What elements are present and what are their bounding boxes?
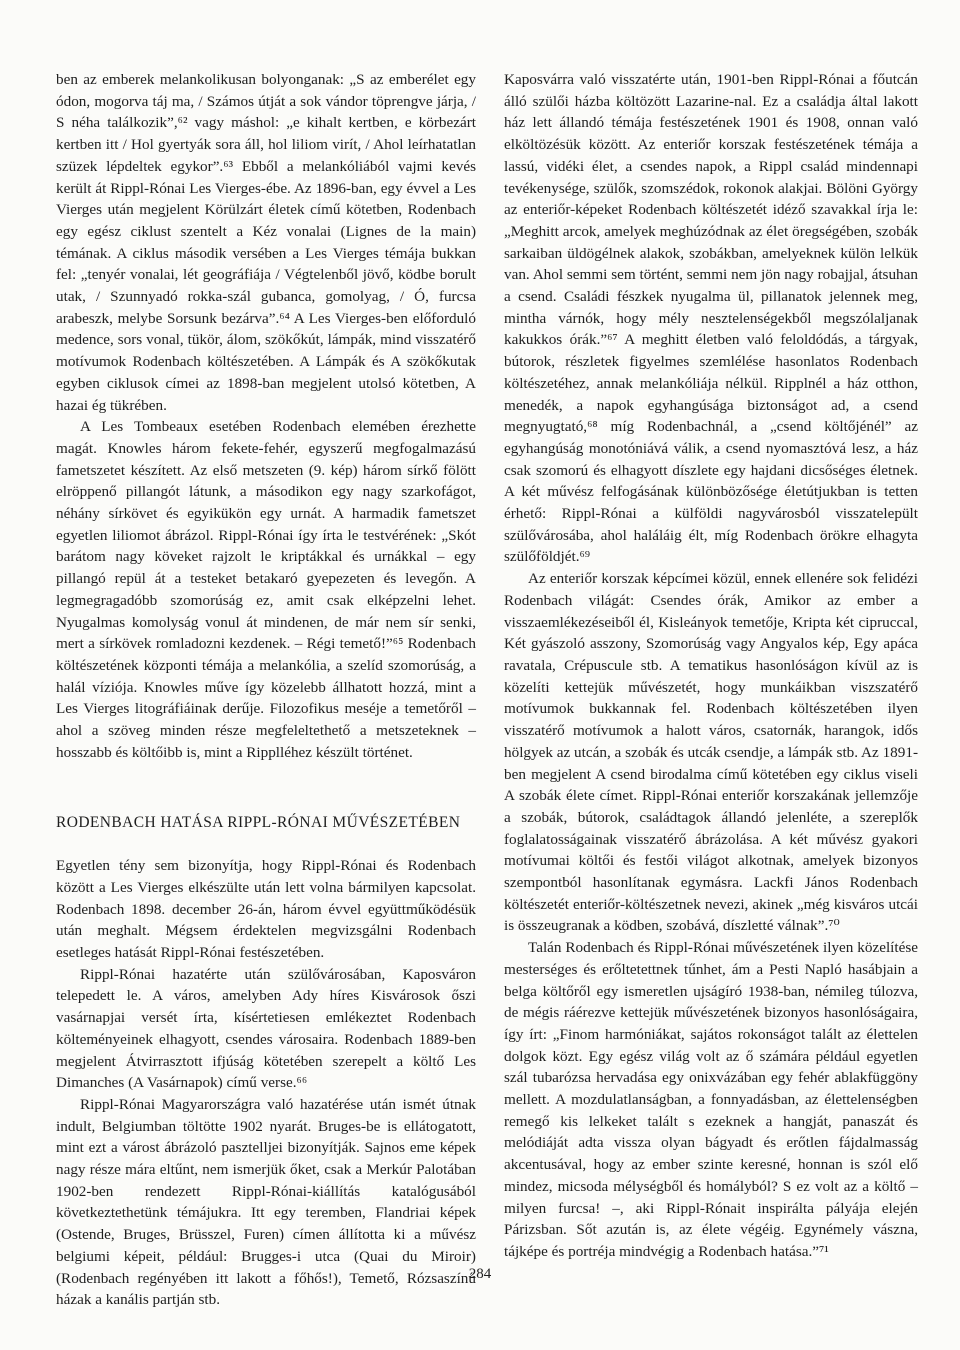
paragraph: Kaposvárra való visszatérte után, 1901-ben Rippl-Rónai a főutcán álló szülői házba költözött Lazarine-nal. Ez a családja által lakott ház lett állandó témája festészetének 1901 és 1908, onnan való elköltözésük között. Az enteriőr korszak festészetének témája a lassú, vidéki élet, a csendes napok, a Rippl család mindennapi tevékenysége, szülők, szomszédok, rokonok alakjai. Bölöni György az enteriőr-képeket Rodenbach költészetét idéző szavakkal írja le: „Meghitt arcok, amelyek meghúzódnak az élet öregségében, szobák sarkaiban üldögélnek alakok, szobákban, amelyeknek külön lelkük van. Ahol semmi sem történt, semmi nem jön nagy robajjal, átsuhan a csend. Családi fészkek nyugalma ül, pillanatok jelennek meg, mintha várnók, hogy mély nesztelenségekből megszólaljanak kakukkos órák.”⁶⁷ A meghitt életben való feloldódás, a tárgyak, bútorok, részletek figyelmes szemlélése hasonlatos Rodenbach költészetéhez, annak melankóliája nélkül. Ripplnél a ház otthon, menedék, a napok egyhangúsága biztonságot ad, a csend megnyugtató,⁶⁸ míg Rodenbachnál, a „csend költőjénél” az egyhangúság monotóniává válik, a csend nyomasztóvá lesz, a ház csak szomorú és elhagyott díszlete egy hajdani dicsőséges életnek. A két művész felfogásának különbözősége életútjukban is tetten érhető: Rippl-Rónai a külföldi nagyvárosból visszatelepült szülővárosába, ahol haláláig élt, míg Rodenbach örökre elhagyta szülőföldjét.⁶⁹ bbox=[504, 71, 918, 566]
left-column bbox=[56, 69, 476, 1311]
page-number: 284 bbox=[468, 1266, 492, 1282]
section-heading: RODENBACH HATÁSA RIPPL-RÓNAI MŰVÉSZETÉBEN bbox=[56, 813, 461, 831]
right-column bbox=[504, 69, 918, 1263]
paragraph: Egyetlen tény sem bizonyítja, hogy Rippl-Rónai és Rodenbach között a Les Vierges elkészülte után lett volna bármilyen kapcsolat. Rodenbach 1898. december 26-án, három évvel együttműködésük után meghalt. Mégsem érdektelen megvizsgálni Rodenbach esetleges hatását Rippl-Rónai festészetében. bbox=[56, 857, 476, 962]
paragraph: Talán Rodenbach és Rippl-Rónai művészetének ilyen közelítése mesterséges és erőltetettnek tűnhet, ám a Pesti Napló hasábjain a belga költőről egy ismeretlen ujságíró 1938-ban, némileg túlozva, de mégis ráérezve kettejük művészetének bizonyos hasonlóságaira, így írt: „Finom harmóniákat, sajátos rokonságot talált az élettelen dolgok közt. Egy egész világ volt az ő számára például egyetlen szál tubarózsa hervadása egy onixvázában egy fehér ablakfüggöny mellett. A mozdulatlanságban, a fonnyadásban, az élettelenségben remegő kis lelkeket talált s ezeknek a hangját, panaszát és melódiáját adta vissza olyan bágyadt és erőtlen fájdalmasság akcentusával, hogy az ember szinte keresné, honnan is szól elő mindez, micsoda mélységből és homályból? S ez volt az a költő – milyen furcsa! –, aki Rippl-Rónait inspirálta pályája elején Párizsban. Sőt azután is, az élete végéig. Egynémely vászna, tájképe és portréja mindvégig a Rodenbach hatása.”⁷¹ bbox=[504, 939, 918, 1260]
paragraph: A Les Tombeaux esetében Rodenbach elemében érezhette magát. Knowles három fekete-fehér, egyszerű megfogalmazású fametszetet készített. Az első metszeten (9. kép) három sírkő fölött elröppenő pillangót látunk, a másodikon egy nagy szarkofágot, néhány sírkövet és egyikükön egy urnát. A harmadik fametszet egyetlen liliomot ábrázol. Rippl-Rónai így írta le testvérének: „Skót barátom nagy köveket rajzolt le kriptákkal és urnákkal – egy pillangó repül át a testeket betakaró gyepezeten és levegőn. A legmegragadóbb szomorúság ez, amit csak elképzelni lehet. Nyugalmas komolyság vonul át mindenen, de már nem sír senki, mert a sírkövek romladozni kezdenek. – Régi temető!”⁶⁵ Rodenbach költészetének központi témája a melankólia, a szelíd szomorúság, a halál víziója. Knowles műve így közelebb állhatott hozzá, mint a Les Vierges litográfiáinak derűje. Filozofikus meséje a temetőről – ahol a szöveg minden része megfeleltethető a metszeteknek – hosszabb és költőibb is, mint a Ripplléhez készült történet. bbox=[56, 418, 476, 761]
paragraph: ben az emberek melankolikusan bolyonganak: „S az emberélet egy ódon, mogorva táj ma, / Számos útját a sok vándor töprengve járja, / S néha találkozik”,⁶² vagy máshol: „e kihalt kertben, e körbezárt kertben itt / Hol gyertyák sora áll, hol liliom virít, / Ahol leírhatatlan szüzek lépdeltek egykor”.⁶³ Ebből a melankóliából vajmi kevés került át Rippl-Rónai Les Vierges-ébe. Az 1896-ban, egy évvel a Les Vierges után megjelent Körülzárt életek című kötetben, Rodenbach egy egész ciklust szentelt a Kéz vonalai (Lignes de la main) témának. A ciklus második versében a Les Vierges témája bukkan fel: „tenyér vonalai, lét geográfiája / Végtelenből jövő, ködbe borult utak, / Szunnyadó rokka-szál gubanca, gomolyag, / Ó, furcsa arabeszk, melybe Sorsunk bezárva”.⁶⁴ A Les Vierges-ben előforduló medence, sors vonal, tükör, álom, szökőkút, lámpák, mind visszatérő motívumok Rodenbach költészetében. A Lámpák és A szökőkutak egyben ciklusok címei az 1898-ban megjelent utolsó kötetben, A hazai ég tükrében. bbox=[56, 71, 476, 414]
paragraph: Rippl-Rónai hazatérte után szülővárosában, Kaposváron telepedett le. A város, amelyben Ady híres Kisvárosok őszi vasárnapjai versét írta, kísértetiesen emlékeztet Rodenbach költeményeinek elhagyott, csendes városaira. Rodenbach 1889-ben megjelent Átvirrasztott ifjúság kötetében szerepelt a költő Les Dimanches (A Vasárnapok) című verse.⁶⁶ bbox=[56, 965, 476, 1092]
paragraph: Rippl-Rónai Magyarországra való hazatérése után ismét útnak indult, Belgiumban töltötte 1902 nyarát. Bruges-be is ellátogatott, mint ezt a várost ábrázoló pasztelljei bizonyítják. Sajnos eme képek nagy része mára eltűnt, nem ismerjük őket, csak a Merkúr Palotában 1902-ben rendezett Rippl-Rónai-kiállítás katalógusából következtethetünk témájukra. Itt egy teremben, Flandriai képek (Ostende, Bruges, Brüsszel, Furen) címen állította ki a művész belgiumi képeit, például: Brugges-i utca (Quai du Miroir) (Rodenbach regényében itt lakott a főhős!), Temető, Rózsaszínű házak a kanális partján stb. bbox=[56, 1095, 476, 1309]
paragraph: Az enteriőr korszak képcímei közül, ennek ellenére sok felidézi Rodenbach világát: Csendes órák, Amikor az ember a visszaemlékezéseiből él, Kisleányok temetője, Kripta két cipruссal, Két gyászoló asszony, Szomorúság vagy Angyalos kép, Egy apáca ravatala, Crépuscule stb. A tematikus hasonlóságon kívül az is közelíti kettejük művészetét, hogy munkáikban viszszatérő motívumok bukkannak fel. Rodenbach költészetében ilyen visszatérő motívumok a halott város, csatornák, harangok, idős hölgyek az utcán, a szobák és utcák csendje, a lámpák stb. Az 1891-ben megjelent A csend birodalma című kötetében egy ciklus viseli A szobák élete címet. Rippl-Rónai enteriőr korszakának jellemzője a szobák, bútorok, családtagok állandó jelenléte, a szereplők foglalatosságainak visszatérő ábrázolása. A két művész gyakori motívumai költői és festői világot alkotnak, amelyek bizonyos szempontból hasonlítanak egymásra. Lackfi János Rodenbach költészetét enteriőr-költészetnek nevezi, akinek „még kisváros utcái is összeugranak a ködben, szobává, díszletté válnak”.⁷⁰ bbox=[504, 570, 918, 935]
